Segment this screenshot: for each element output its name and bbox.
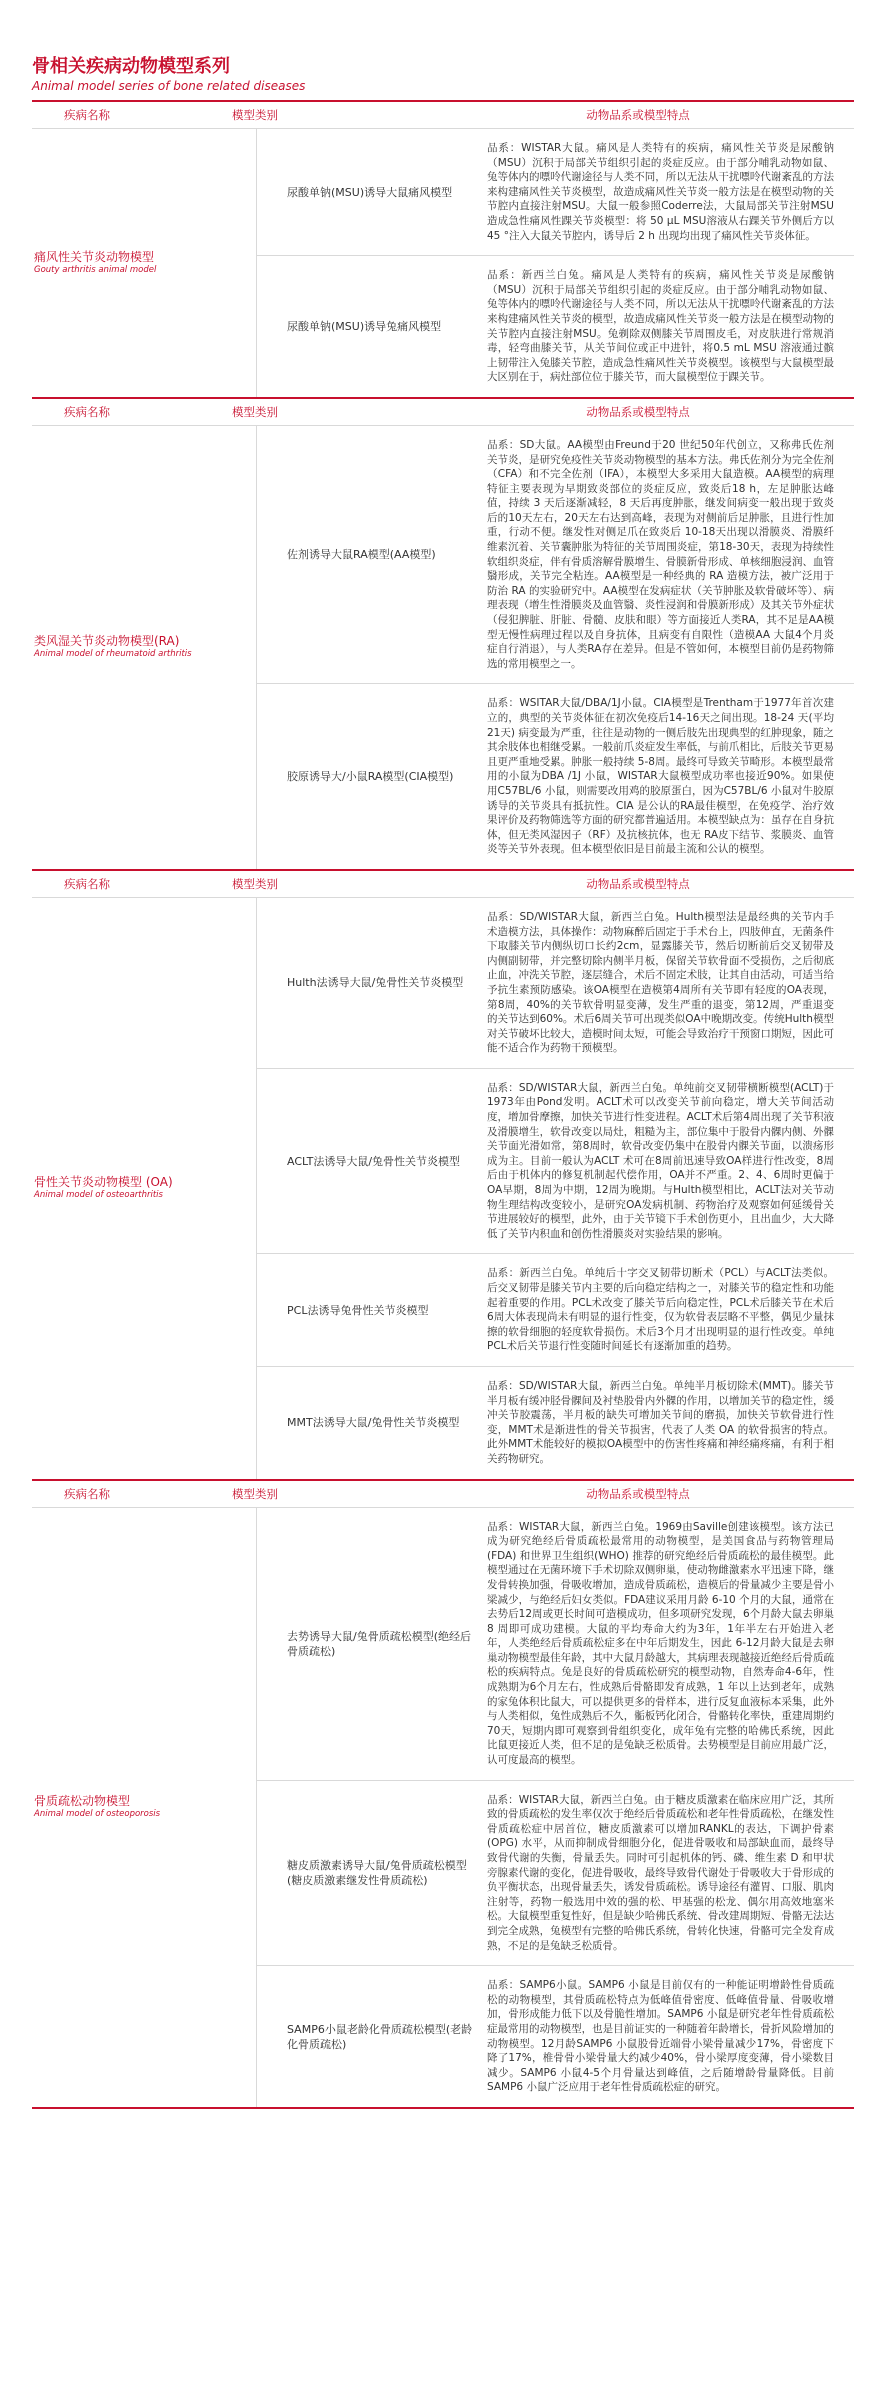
- disease-name-en: Gouty arthritis animal model: [34, 264, 157, 275]
- model-description: 品系：SD/WISTAR大鼠，新西兰白兔。单纯半月板切除术(MMT)。膝关节半月板有缓冲胫骨髁间及衬垫股骨内外髁的作用，以增加关节的稳定性，缓冲关节胶震荡，半月板的缺失可增加关节间的磨损，加快关节软骨进行性变，MMT术是渐进性的骨关节损害，代表了人类 OA 的软骨损害的特点。此外MMT术能较好的模拟OA模型中的伤害性疼痛和神经痛疼痛，有利于相关药物研究。: [487, 1379, 834, 1465]
- model-description: 品系：新西兰白兔。单纯后十字交叉韧带切断术（PCL）与ACLT法类似。后交叉韧带是膝关节内主要的后向稳定结构之一，对膝关节的稳定性和功能起着重要的作用。PCL术改变了膝关节后向稳定性，PCL术后膝关节在术后6周大体表现尚未有明显的退行性变，仅为软骨表层略不平整，偶见少量抹擦的软骨细胞的轻度软骨损伤。术后3个月才出现明显的退行性改变。单纯PCL术后关节退行性变随时间延长有逐渐加重的趋势。: [487, 1267, 834, 1353]
- disease-name-en: Animal model of rheumatoid arthritis: [34, 649, 192, 660]
- model-description: 品系：WISTAR大鼠，新西兰白兔。1969由Saville创建该模型。该方法已成为研究绝经后骨质疏松最常用的动物模型，是美国食品与药物管理局(FDA) 和世界卫生组织(WHO) 推荐的研究绝经后骨质疏松的最佳模型。此模型通过在无菌环境下手术切除双侧卵巢，使动物雌激素水平迅速下降，继发骨转换加强，骨吸收增加，造成骨质疏松，造模后的骨量减少主要是骨小梁减少，与绝经后妇女类似。FDA建议采用月龄 6-10 个月的大鼠，通常在去势后12周或更长时间可造模成功，但多项研究发现，6个月龄大鼠去卵巢 8 周即可成功建模。大鼠的平均寿命大约为3年，1年半左右开始进入老年，人类绝经后骨质疏松症多在中年后期发生，因此 6-12月龄大鼠是去卵巢动物模型最佳年龄，其中大鼠月龄越大，其病理表现越接近绝经后骨质疏松的疾病特点。兔是良好的骨质疏松研究的模型动物，自然寿命4-6年，性成熟期为6个月左右，性成熟后骨骼即发育成熟，1 年以上达到老年，成熟的家兔体积比鼠大，可以提供更多的骨样本，进行反复血液标本采集，此外与人类相似，兔性成熟后不久，骺板钙化闭合，骨骼转化率快，重建周期约70天，短期内即可观察到骨组织变化，成年兔有完整的哈佛氏系统，因此比鼠更接近人类，但不足的是兔缺乏松质骨。去势模型是目前应用最广泛，认可度最高的模型。: [487, 1520, 834, 1767]
- disease-name: [32, 129, 256, 397]
- model-row: [257, 1068, 854, 1254]
- disease-name: [32, 1508, 256, 2107]
- column-header-model: 模型类别: [232, 108, 278, 122]
- model-row: [257, 898, 854, 1068]
- disease-name-cn: 骨性关节炎动物模型 (OA): [34, 1175, 173, 1190]
- disease-name: [32, 898, 256, 1479]
- model-type: 佐剂诱导大鼠RA模型(AA模型): [287, 548, 436, 562]
- disease-section: [32, 399, 854, 871]
- model-type: 尿酸单钠(MSU)诱导兔痛风模型: [287, 320, 442, 334]
- model-row: [257, 1508, 854, 1780]
- section-header: [32, 871, 854, 898]
- model-rows: [256, 129, 854, 397]
- model-description: 品系：WISTAR大鼠。痛风是人类特有的疾病，痛风性关节炎是尿酸钠（MSU）沉积于局部关节组织引起的炎症反应。由于部分哺乳动物如鼠、兔等体内的嘌呤代谢途径与人类不同，所以无法从干扰嘌呤代谢紊乱的方法来构建痛风性关节炎模型，故造成痛风性关节炎一般方法是在模型动物的关节腔内直接注射MSU。大鼠一般参照Coderre法，大鼠局部关节注射MSU造成急性痛风性踝关节炎模型：将 50 μL MSU溶液从右踝关节外侧后方以 45 °注入大鼠关节腔内，诱导后 2 h 出现均出现了痛风性关节炎体征。: [487, 142, 834, 242]
- column-header-disease: 疾病名称: [64, 108, 110, 122]
- section-body: [32, 426, 854, 869]
- model-row: [257, 1780, 854, 1966]
- model-description: 品系：SD/WISTAR大鼠，新西兰白兔。Hulth模型法是最经典的关节内手术造模方法，具体操作：动物麻醉后固定于手术台上，四肢伸直，无菌条件下取膝关节内侧纵切口长约2cm，显露膝关节，然后切断前后交叉韧带及内侧副韧带，并完整切除内侧半月板，保留关节软骨面不受损伤，之后彻底止血，冲洗关节腔，逐层缝合，术后不固定术肢，让其自由活动，可适当给予抗生素预防感染。该OA模型在造模第4周所有关节即有轻度的OA表现，第8周，40%的关节软骨明显变薄，发生严重的退变，第12周，严重退变的关节达到60%。术后6周关节可出现类似OA中晚期改变。传统Hulth模型对关节破坏比较大，造模时间太短，可能会导致治疗干预窗口期短，因此可能不适合作为药物干预模型。: [487, 910, 834, 1055]
- column-header-model: 模型类别: [232, 876, 278, 891]
- page-title: 骨相关疾病动物模型系列: [32, 56, 230, 77]
- disease-section: [32, 1481, 854, 2109]
- column-header-disease: 疾病名称: [64, 876, 110, 891]
- model-description: 品系：新西兰白兔。痛风是人类特有的疾病，痛风性关节炎是尿酸钠（MSU）沉积于局部关节组织引起的炎症反应。由于部分哺乳动物如鼠、兔等体内的嘌呤代谢途径与人类不同，所以无法从干扰嘌呤代谢紊乱的方法来构建痛风性关节炎的模型，故造成痛风性关节炎一般方法是在模型动物的关节腔内直接注射MSU。兔剃除双侧膝关节周围皮毛，对皮肤进行常规消毒，轻弯曲膝关节，从关节间位或正中进针，将0.5 mL MSU 溶液通过髌上韧带注入兔膝关节腔，造成急性痛风性关节炎模型。该模型与大鼠模型最大区别在于，病灶部位位于膝关节，而大鼠模型位于踝关节。: [487, 269, 834, 384]
- model-description: 品系：SD/WISTAR大鼠，新西兰白兔。单纯前交叉韧带横断模型(ACLT)于1973年由Pond发明。ACLT术可以改变关节前向稳定，增大关节间活动度，增加骨摩擦，加快关节进行性变进程。ACLT术后第4周出现了关节积液及滑膜增生，软骨改变以局灶，粗糙为主，部位集中于股骨内髁内侧、外髁关节面光滑如常，第8周时，软骨改变仍集中在股骨内髁关节面，以溃疡形成为主。目前一般认为ACLT 术可在8周前迅速导致OA样进行性改变，8周后由于机体内的修复机制起代偿作用，OA并不严重。2、4、6周时更偏于OA早期，8周为中期，12周为晚期。与Hulth模型相比，ACLT法对关节动物生理结构改变较小，是研究OA发病机制、药物治疗及观察如何延缓骨关节进展较好的模型，此外，由于关节镜下手术创伤更小，且出血少，大大降低了关节内积血和创伤性滑膜炎对实验结果的影响。: [487, 1081, 834, 1240]
- disease-section: [32, 102, 854, 399]
- model-description: 品系：WSITAR大鼠/DBA/1J小鼠。CIA模型是Trentham于1977年首次建立的，典型的关节炎体征在初次免疫后14-16天之间出现。18-24 天(平均 21天) 病变最为严重，往往是动物的一侧后肢先出现典型的红肿现象，随之其余肢体也相继受累。一般前爪炎症发生率低，与前爪相比，后肢关节更易且更严重地受累。肿胀一般持续 5-8周。最终可导致关节畸形。本模型最常用的小鼠为DBA /1J 小鼠，WISTAR大鼠模型成功率也接近90%。如果使用C57BL/6 小鼠，则需要改用鸡的胶原蛋白，因为C57BL/6 小鼠对牛胶原诱导的关节炎具有抵抗性。CIA 是公认的RA最佳模型，在免疫学、治疗效果评价及药物筛选等方面的研究都普遍适用。本模型缺点为：虽存在自身抗体，但无类风湿因子（RF）及抗核抗体，也无 RA皮下结节、浆膜炎、血管炎等关节外表现。但本模型依旧是目前最主流和公认的模型。: [487, 697, 834, 856]
- section-body: [32, 1508, 854, 2107]
- model-rows: [256, 426, 854, 869]
- model-row: [257, 426, 854, 684]
- section-header: [32, 102, 854, 129]
- model-type: MMT法诱导大鼠/兔骨性关节炎模型: [287, 1416, 460, 1430]
- disease-name: [32, 426, 256, 869]
- disease-name-cn: 骨质疏松动物模型: [34, 1794, 131, 1809]
- column-header-model: 模型类别: [232, 404, 278, 419]
- model-description: 品系：WISTAR大鼠，新西兰白兔。由于糖皮质激素在临床应用广泛，其所致的骨质疏松的发生率仅次于绝经后骨质疏松和老年性骨质疏松，在继发性骨质疏松症中居首位，糖皮质激素可以增加RANKL的表达，下调护骨素(OPG) 水平，从而抑制成骨细胞分化，促进骨吸收和局部缺血而，最终导致骨代谢的失衡，骨量丢失。同时可引起机体的钙、磷、维生素 D 和甲状旁腺素代谢的变化，促进骨吸收，最终导致骨代谢处于骨吸收大于骨形成的负平衡状态，出现骨量丢失，诱发骨质疏松。诱导途径有灌胃、口服、肌肉注射等，药物一般选用中效的强的松、甲基强的松龙、偶尔用高效地塞米松。大鼠模型重复性好，但是缺少哈佛氏系统、骨改建周期短、骨骼无法达到完全成熟，兔模型有完整的哈佛氏系统，骨转化快速，骨骼可完全发育成熟，不足的是兔缺乏松质骨。: [487, 1793, 834, 1952]
- disease-section: [32, 871, 854, 1481]
- column-header-description: 动物品系或模型特点: [586, 404, 690, 419]
- model-type: 去势诱导大鼠/兔骨质疏松模型(绝经后骨质疏松): [287, 1629, 471, 1658]
- disease-name-en: Animal model of osteoarthritis: [34, 1190, 163, 1201]
- header: [0, 0, 886, 94]
- model-type: PCL法诱导兔骨性关节炎模型: [287, 1303, 429, 1317]
- column-header-description: 动物品系或模型特点: [586, 108, 690, 122]
- column-header-disease: 疾病名称: [64, 404, 110, 419]
- model-description: 品系：SAMP6小鼠。SAMP6 小鼠是目前仅有的一种能证明增龄性骨质疏松的动物模型，其骨质疏松特点为低峰值骨密度、低峰值骨量、骨吸收增加，骨形成能力低下以及骨脆性增加。SAMP6 小鼠是研究老年性骨质疏松症最常用的动物模型，也是目前证实的一种随着年龄增长，骨折风险增加的动物模型。12月龄SAMP6 小鼠股骨近端骨小梁骨量减少17%，骨密度下降了17%，椎骨骨小梁骨量大约减少40%，骨小梁厚度变薄，骨小梁数目减少。SAMP6 小鼠4-5个月骨量达到峰值，之后随增龄骨量降低。目前 SAMP6 小鼠广泛应用于老年性骨质疏松症的研究。: [487, 1979, 834, 2094]
- section-header: [32, 399, 854, 426]
- page-subtitle: Animal model series of bone related diseases: [32, 79, 306, 93]
- model-row: [257, 683, 854, 869]
- model-type: 胶原诱导大/小鼠RA模型(CIA模型): [287, 770, 454, 784]
- model-description: 品系：SD大鼠。AA模型由Freund于20 世纪50年代创立，又称弗氏佐剂关节炎，是研究免疫性关节炎动物模型的基本方法。弗氏佐剂分为完全佐剂（CFA）和不完全佐剂（IFA），本模型大多采用大鼠造模。AA模型的病理特征主要表现为早期致炎部位的炎症反应，致炎后18 h，左足肿胀达峰值，持续 3 天后逐渐减轻，8 天后再度肿胀，继发间病变一般出现于致炎后的10天左右，20天左右达到高峰，表现为对侧前后足肿胀，且进行性加重，行动不便。继发性对侧足爪在致炎后 10-18天出现以滑膜炎、滑膜纤维素沉着、关节囊肿胀为特征的关节周围炎症，第18-30天，表现为持续性软组织炎症，伴有骨质溶解骨膜增生、骨膜新骨形成、单核细胞浸润、血管翳形成，关节完全粘连。AA模型是一种经典的 RA 造模方法，被广泛用于防治 RA 的实验研究中。AA模型在发病症状（关节肿胀及软骨破坏等）、病理表现（增生性滑膜炎及血管翳、炎性浸润和骨膜新形成）及其关节外症状（侵犯脾脏、肝脏、骨髓、皮肤和眼）等方面接近人类RA，其不足是AA模型无慢性病理过程以及自身抗体，且病变有自限性（造模AA 大鼠4个月炎症自行消退），与人类RA存在差异。但是不管如何，本模型目前仍是药物筛选的常用模型之一。: [487, 438, 834, 670]
- sections-container: [0, 102, 886, 2109]
- column-header-model: 模型类别: [232, 1486, 278, 1501]
- model-row: [257, 1366, 854, 1479]
- column-header-disease: 疾病名称: [64, 1486, 110, 1501]
- model-type: SAMP6小鼠老龄化骨质疏松模型(老龄化骨质疏松): [287, 2022, 473, 2051]
- model-row: [257, 1253, 854, 1366]
- section-body: [32, 129, 854, 397]
- model-type: 糖皮质激素诱导大鼠/兔骨质疏松模型(糖皮质激素继发性骨质疏松): [287, 1858, 467, 1887]
- section-body: [32, 898, 854, 1479]
- disease-name-cn: 痛风性关节炎动物模型: [34, 249, 155, 264]
- model-rows: [256, 898, 854, 1479]
- disease-name-cn: 类风湿关节炎动物模型(RA): [34, 634, 180, 649]
- model-row: [257, 129, 854, 255]
- column-header-description: 动物品系或模型特点: [586, 876, 690, 891]
- model-row: [257, 255, 854, 397]
- column-header-description: 动物品系或模型特点: [586, 1486, 690, 1501]
- model-type: Hulth法诱导大鼠/兔骨性关节炎模型: [287, 976, 464, 990]
- model-row: [257, 1965, 854, 2107]
- disease-name-en: Animal model of osteoporosis: [34, 1809, 161, 1820]
- model-type: ACLT法诱导大鼠/兔骨性关节炎模型: [287, 1154, 461, 1168]
- model-rows: [256, 1508, 854, 2107]
- section-header: [32, 1481, 854, 1508]
- model-type: 尿酸单钠(MSU)诱导大鼠痛风模型: [287, 185, 453, 199]
